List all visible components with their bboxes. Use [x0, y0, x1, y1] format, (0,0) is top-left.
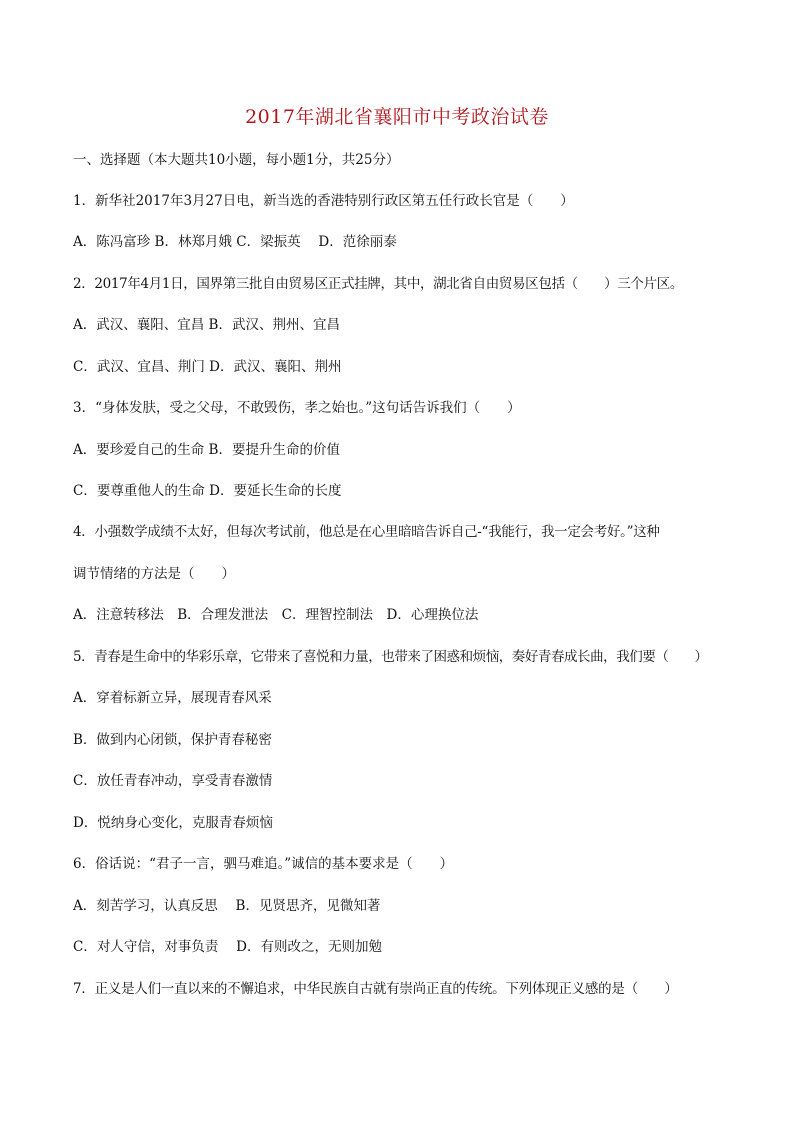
- question-1: 1．新华社2017年3月27日电，新当选的香港特别行政区第五任行政长官是（ ）: [73, 193, 574, 209]
- exam-title: 2017年湖北省襄阳市中考政治试卷: [245, 106, 549, 128]
- question-2: 2．2017年4月1日，国界第三批自由贸易区正式挂牌，其中，湖北省自由贸易区包括（ ）三个片区。: [73, 276, 683, 292]
- question-1-options: A．陈冯富珍 B．林郑月娥 C．梁振英 D．范徐丽泰: [73, 234, 397, 250]
- question-4-line-1: 4．小强数学成绩不太好，但每次考试前，他总是在心里暗暗告诉自己‐“我能行，我一定会考好。”这种: [73, 524, 660, 540]
- question-3-options-cd: C．要尊重他人的生命 D．要延长生命的长度: [73, 483, 342, 499]
- question-3: 3．“身体发肤，受之父母，不敢毁伤，孝之始也。”这句话告诉我们（ ）: [73, 400, 521, 416]
- section-heading: 一、选择题（本大题共10小题，每小题1分，共25分）: [73, 152, 400, 168]
- question-7: 7．正义是人们一直以来的不懈追求，中华民族自古就有崇尚正直的传统。下列体现正义感的是（ ）: [73, 981, 678, 997]
- question-6-options-ab: A．刻苦学习，认真反思 B．见贤思齐，见微知著: [73, 898, 381, 914]
- question-4-options: A．注意转移法 B．合理发泄法 C．理智控制法 D．心理换位法: [73, 607, 479, 623]
- question-5-option-a: A．穿着标新立异，展现青春风采: [73, 690, 272, 706]
- question-3-options-ab: A．要珍爱自己的生命 B．要提升生命的价值: [73, 442, 340, 458]
- question-6-options-cd: C．对人守信，对事负责 D．有则改之，无则加勉: [73, 939, 382, 955]
- question-5-option-c: C．放任青春冲动，享受青春激情: [73, 773, 273, 789]
- question-6: 6．俗话说：“君子一言，驷马难追。”诚信的基本要求是（ ）: [73, 856, 454, 872]
- question-4-line-2: 调节情绪的方法是（ ）: [73, 566, 235, 582]
- question-5-option-d: D．悦纳身心变化，克服青春烦恼: [73, 815, 273, 831]
- question-2-options-cd: C．武汉、宜昌、荆门 D．武汉、襄阳、荆州: [73, 359, 342, 375]
- question-5-option-b: B．做到内心闭锁，保护青春秘密: [73, 732, 272, 748]
- question-2-options-ab: A．武汉、襄阳、宜昌 B．武汉、荆州、宜昌: [73, 317, 340, 333]
- question-5: 5．青春是生命中的华彩乐章，它带来了喜悦和力量，也带来了困惑和烦恼，奏好青春成长曲，我们要（ ）: [73, 649, 708, 665]
